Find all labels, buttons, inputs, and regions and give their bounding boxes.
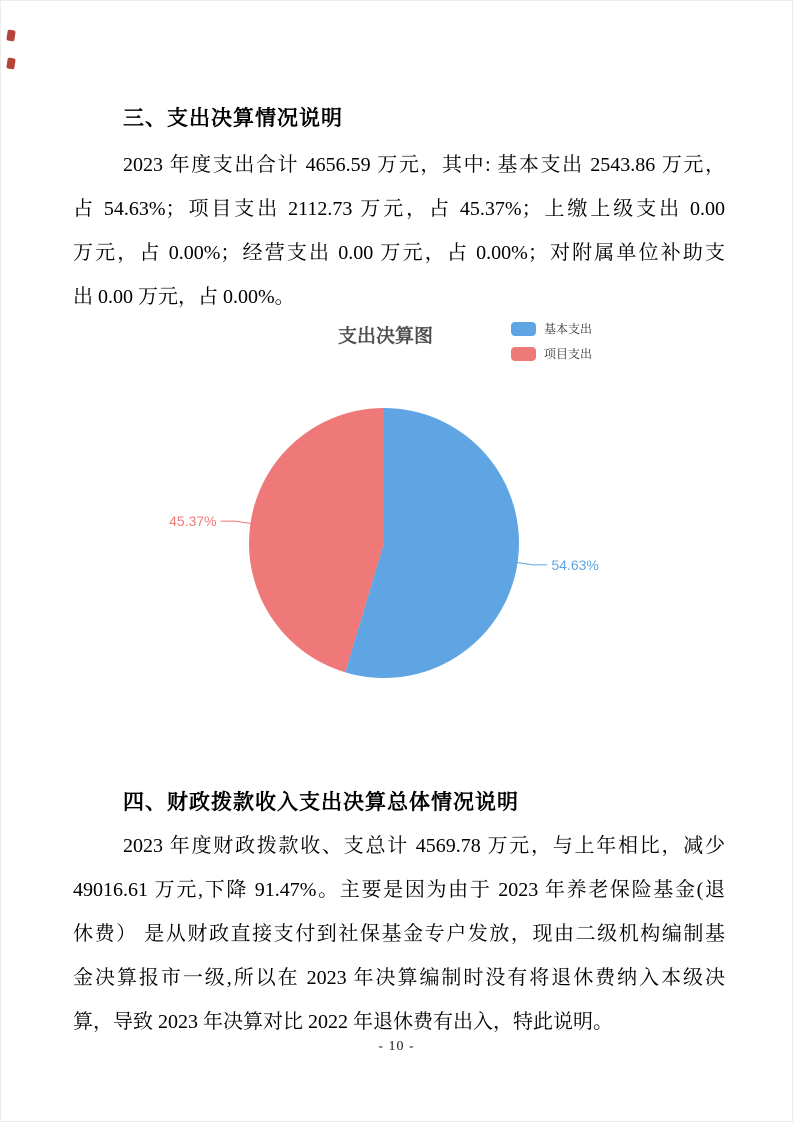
paragraph-line: 算，导致 2023 年决算对比 2022 年退休费有出入，特此说明。 bbox=[73, 1011, 613, 1033]
legend-item-project-expenditure bbox=[511, 344, 592, 363]
legend-swatch-icon bbox=[511, 322, 536, 336]
page-edge-mark bbox=[6, 57, 15, 69]
pie-label-leader-line bbox=[518, 563, 548, 565]
page-number: - 10 - bbox=[378, 1039, 415, 1054]
paragraph-line: 占 54.63%；项目支出 2112.73 万元，占 45.37%；上缴上级支出 0.00 bbox=[73, 198, 725, 220]
paragraph-line: 49016.61 万元,下降 91.47%。主要是因为由于 2023 年养老保险基金(退 bbox=[73, 879, 725, 901]
chart-title: 支出决算图 bbox=[338, 326, 434, 347]
pie-percent-label: 54.63% bbox=[551, 556, 599, 573]
section-heading-fiscal: 四、财政拨款收入支出决算总体情况说明 bbox=[123, 791, 519, 814]
legend-label: 基本支出 bbox=[544, 322, 593, 336]
pie-label-leader-line bbox=[221, 521, 251, 523]
paragraph-line: 2023 年度财政拨款收、支总计 4569.78 万元，与上年相比，减少 bbox=[123, 835, 725, 857]
paragraph-line: 金决算报市一级,所以在 2023 年决算编制时没有将退休费纳入本级决 bbox=[73, 967, 725, 989]
fiscal-paragraph bbox=[73, 824, 725, 1044]
page-edge-mark bbox=[6, 29, 15, 41]
paragraph-line: 休费） 是从财政直接支付到社保基金专户发放，现由二级机构编制基 bbox=[73, 923, 725, 945]
pie-percent-label: 45.37% bbox=[169, 513, 217, 530]
chart-legend bbox=[511, 319, 592, 369]
paragraph-line: 出 0.00 万元，占 0.00%。 bbox=[73, 286, 295, 308]
legend-swatch-icon bbox=[511, 347, 536, 361]
expenditure-paragraph bbox=[73, 143, 725, 319]
legend-label: 项目支出 bbox=[544, 347, 593, 361]
paragraph-line: 万元，占 0.00%；经营支出 0.00 万元，占 0.00%；对附属单位补助支 bbox=[73, 242, 725, 264]
section-heading-expenditure: 三、支出决算情况说明 bbox=[123, 107, 343, 130]
pie-chart-svg bbox=[156, 373, 626, 713]
legend-item-basic-expenditure bbox=[511, 319, 592, 338]
paragraph-line: 2023 年度支出合计 4656.59 万元，其中: 基本支出 2543.86 万元， bbox=[123, 154, 725, 176]
